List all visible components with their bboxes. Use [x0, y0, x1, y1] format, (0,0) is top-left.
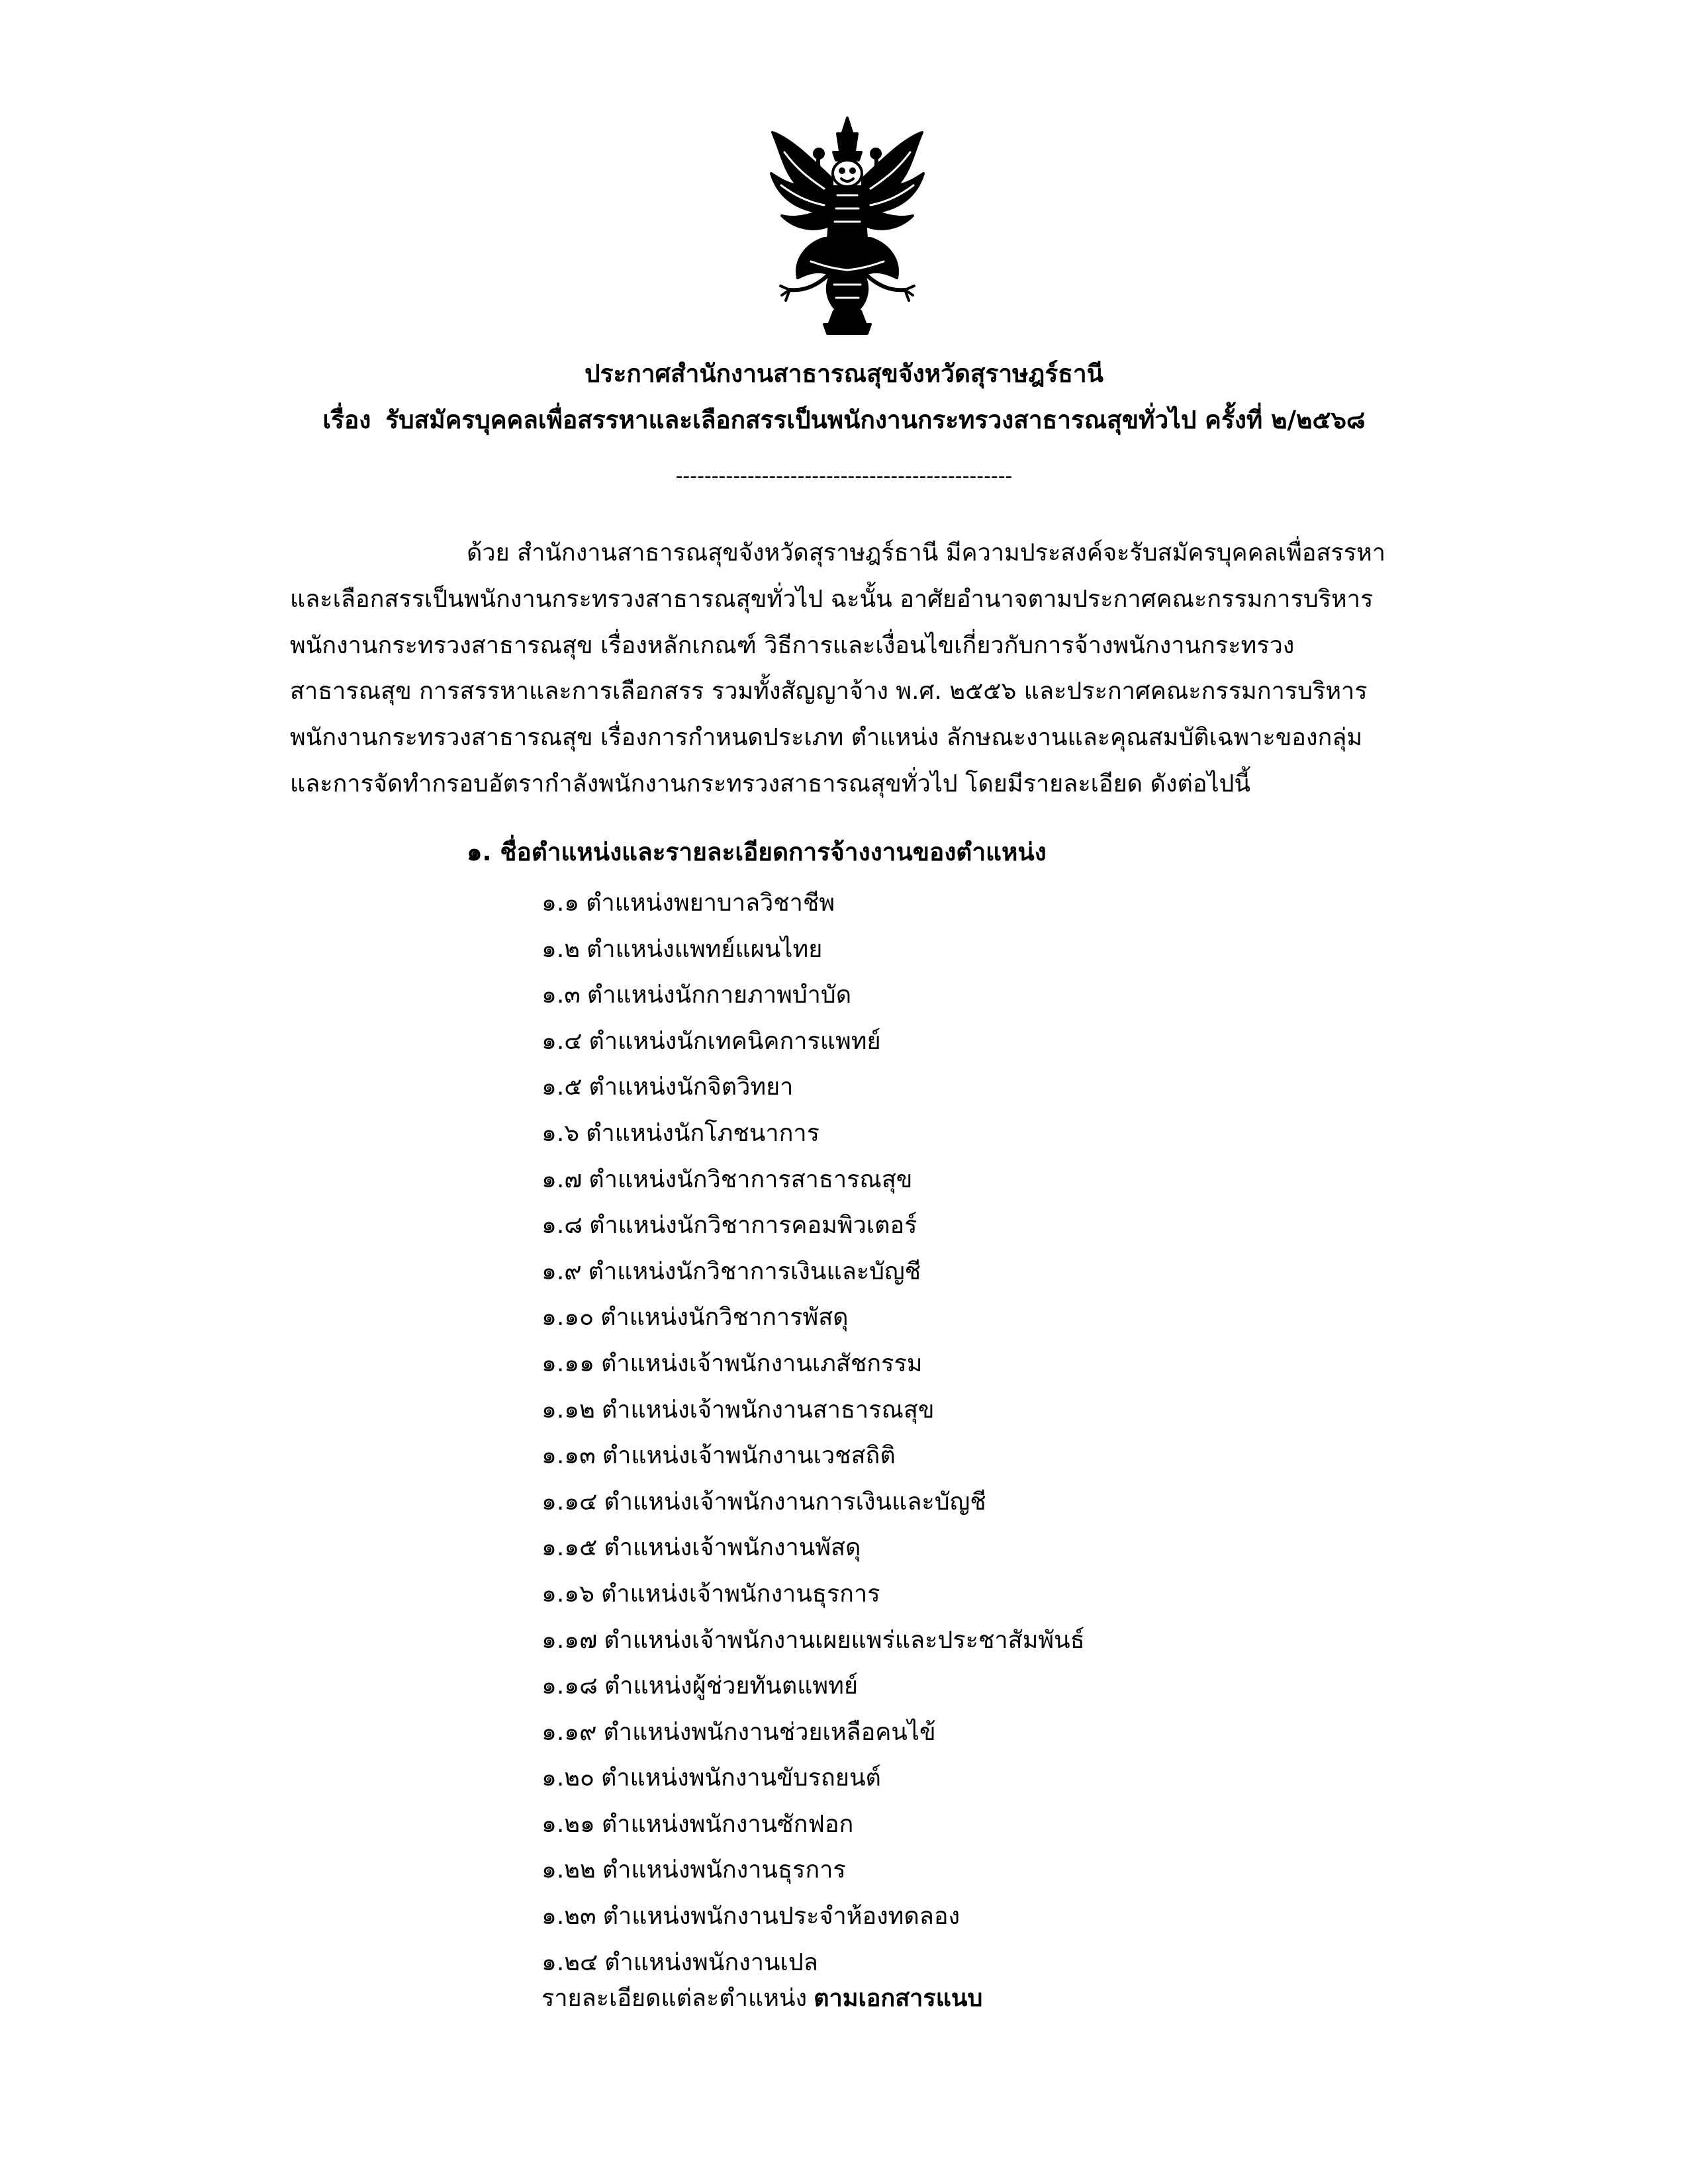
position-item — [541, 1064, 1085, 1111]
position-label: ตำแหน่งพนักงานขับรถยนต์ — [601, 1764, 881, 1792]
position-item — [541, 1893, 1085, 1940]
position-label: ตำแหน่งนักวิชาการพัสดุ — [600, 1304, 849, 1332]
position-label: ตำแหน่งนักกายภาพบำบัด — [586, 981, 852, 1009]
position-number: ๑.๒๔ — [541, 1948, 598, 1976]
position-number: ๑.๒ — [541, 935, 581, 963]
position-number: ๑.๑๘ — [541, 1672, 598, 1700]
position-label: ตำแหน่งเจ้าพนักงานสาธารณสุข — [601, 1396, 935, 1424]
position-item — [541, 1387, 1085, 1433]
paragraph-line: ด้วย สำนักงานสาธารณสุขจังหวัดสุราษฎร์ธานี มีความประสงค์จะรับสมัครบุคคลเพื่อสรรหา — [467, 539, 1386, 567]
announcement-subject — [0, 400, 1688, 440]
position-label: ตำแหน่งนักวิชาการสาธารณสุข — [588, 1165, 913, 1193]
position-label: ตำแหน่งพนักงานช่วยเหลือคนไข้ — [603, 1718, 936, 1746]
position-label: ตำแหน่งพนักงานเปล — [604, 1948, 818, 1976]
position-label: ตำแหน่งนักวิชาการคอมพิวเตอร์ — [589, 1212, 917, 1240]
position-item — [541, 1157, 1085, 1203]
position-item — [541, 1663, 1085, 1709]
position-label: ตำแหน่งนักเทคนิคการแพทย์ — [588, 1027, 881, 1055]
paragraph-line: พนักงานกระทรวงสาธารณสุข เรื่องการกำหนดประเภท ตำแหน่ง ลักษณะงานและคุณสมบัติเฉพาะของกลุ่ม — [290, 724, 1363, 751]
position-item — [541, 880, 1085, 927]
position-number: ๑.๑๐ — [541, 1304, 594, 1332]
position-number: ๑.๑๓ — [541, 1442, 596, 1470]
position-number: ๑.๒๐ — [541, 1764, 594, 1792]
position-label: ตำแหน่งเจ้าพนักงานเวชสถิติ — [602, 1442, 896, 1470]
subject-label: เรื่อง — [322, 406, 371, 434]
position-label: ตำแหน่งผู้ช่วยทันตแพทย์ — [604, 1672, 858, 1700]
position-number: ๑.๒๒ — [541, 1856, 596, 1884]
position-number: ๑.๑๔ — [541, 1488, 598, 1516]
position-label: ตำแหน่งเจ้าพนักงานการเงินและบัญชี — [604, 1488, 986, 1516]
position-item — [541, 972, 1085, 1019]
position-number: ๑.๘ — [541, 1212, 583, 1240]
position-label: ตำแหน่งพยาบาลวิชาชีพ — [586, 889, 835, 917]
position-item — [541, 1571, 1085, 1617]
position-list — [541, 880, 1085, 1985]
paragraph-line: และการจัดทำกรอบอัตรากำลังพนักงานกระทรวงสาธารณสุขทั่วไป โดยมีรายละเอียด ดังต่อไปนี้ — [290, 770, 1251, 797]
title-divider: ----------------------------------------------- — [675, 465, 1013, 488]
position-number: ๑.๓ — [541, 981, 581, 1009]
position-label: ตำแหน่งพนักงานประจำห้องทดลอง — [602, 1903, 961, 1931]
paragraph-line: พนักงานกระทรวงสาธารณสุข เรื่องหลักเกณฑ์ วิธีการและเงื่อนไขเกี่ยวกับการจ้างพนักงานกระทรวง — [290, 632, 1295, 659]
position-item — [541, 1525, 1085, 1571]
position-number: ๑.๑๕ — [541, 1534, 598, 1562]
position-item — [541, 1249, 1085, 1295]
position-label: ตำแหน่งนักโภชนาการ — [586, 1119, 820, 1147]
position-number: ๑.๒๑ — [541, 1810, 595, 1838]
subject-text: รับสมัครบุคคลเพื่อสรรหาและเลือกสรรเป็นพนักงานกระทรวงสาธารณสุขทั่วไป ครั้งที่ ๒/๒๕๖๘ — [385, 406, 1366, 434]
position-item — [541, 1801, 1085, 1848]
position-number: ๑.๒๓ — [541, 1903, 596, 1931]
position-label: ตำแหน่งพนักงานซักฟอก — [601, 1810, 854, 1838]
position-number: ๑.๔ — [541, 1027, 583, 1055]
position-number: ๑.๑๗ — [541, 1626, 598, 1654]
position-item — [541, 927, 1085, 973]
details-prefix: รายละเอียดแต่ละตำแหน่ง — [541, 1985, 808, 2012]
position-number: ๑.๑๑ — [541, 1349, 594, 1377]
position-item — [541, 1203, 1085, 1249]
position-label: ตำแหน่งเจ้าพนักงานเภสัชกรรม — [601, 1349, 923, 1377]
position-item — [541, 1755, 1085, 1801]
position-item — [541, 1295, 1085, 1341]
position-item — [541, 1709, 1085, 1756]
position-number: ๑.๑๙ — [541, 1718, 597, 1746]
position-label: ตำแหน่งเจ้าพนักงานเผยแพร่และประชาสัมพันธ์ — [604, 1626, 1085, 1654]
position-number: ๑.๑ — [541, 889, 580, 917]
paragraph-line: สาธารณสุข การสรรหาและการเลือกสรร รวมทั้งสัญญาจ้าง พ.ศ. ๒๕๕๖ และประกาศคณะกรรมการบริหาร — [290, 678, 1368, 705]
position-item — [541, 1019, 1085, 1065]
garuda-emblem-icon — [758, 113, 937, 338]
details-note — [541, 1979, 982, 2019]
position-number: ๑.๑๖ — [541, 1580, 594, 1608]
position-label: ตำแหน่งเจ้าพนักงานพัสดุ — [604, 1534, 861, 1562]
position-label: ตำแหน่งพนักงานธุรการ — [602, 1856, 846, 1884]
position-item — [541, 1341, 1085, 1387]
position-label: ตำแหน่งนักจิตวิทยา — [588, 1073, 794, 1101]
position-label: ตำแหน่งเจ้าพนักงานธุรการ — [601, 1580, 880, 1608]
position-number: ๑.๗ — [541, 1165, 583, 1193]
position-label: ตำแหน่งแพทย์แผนไทย — [586, 935, 823, 963]
position-item — [541, 1111, 1085, 1157]
position-item — [541, 1617, 1085, 1664]
position-item — [541, 1479, 1085, 1525]
position-label: ตำแหน่งนักวิชาการเงินและบัญชี — [588, 1257, 921, 1285]
paragraph-line: และเลือกสรรเป็นพนักงานกระทรวงสาธารณสุขทั่วไป ฉะนั้น อาศัยอำนาจตามประกาศคณะกรรมการบริหาร — [290, 586, 1374, 613]
position-item — [541, 1433, 1085, 1479]
position-number: ๑.๑๒ — [541, 1396, 595, 1424]
details-attachment-note: ตามเอกสารแนบ — [814, 1985, 983, 2012]
position-number: ๑.๙ — [541, 1257, 582, 1285]
announcement-title: ประกาศสำนักงานสาธารณสุขจังหวัดสุราษฎร์ธานี — [585, 359, 1103, 388]
position-number: ๑.๕ — [541, 1073, 583, 1101]
position-item — [541, 1847, 1085, 1893]
position-number: ๑.๖ — [541, 1119, 580, 1147]
section-1-heading: ๑. ชื่อตำแหน่งและรายละเอียดการจ้างงานของตำแหน่ง — [467, 838, 1047, 866]
